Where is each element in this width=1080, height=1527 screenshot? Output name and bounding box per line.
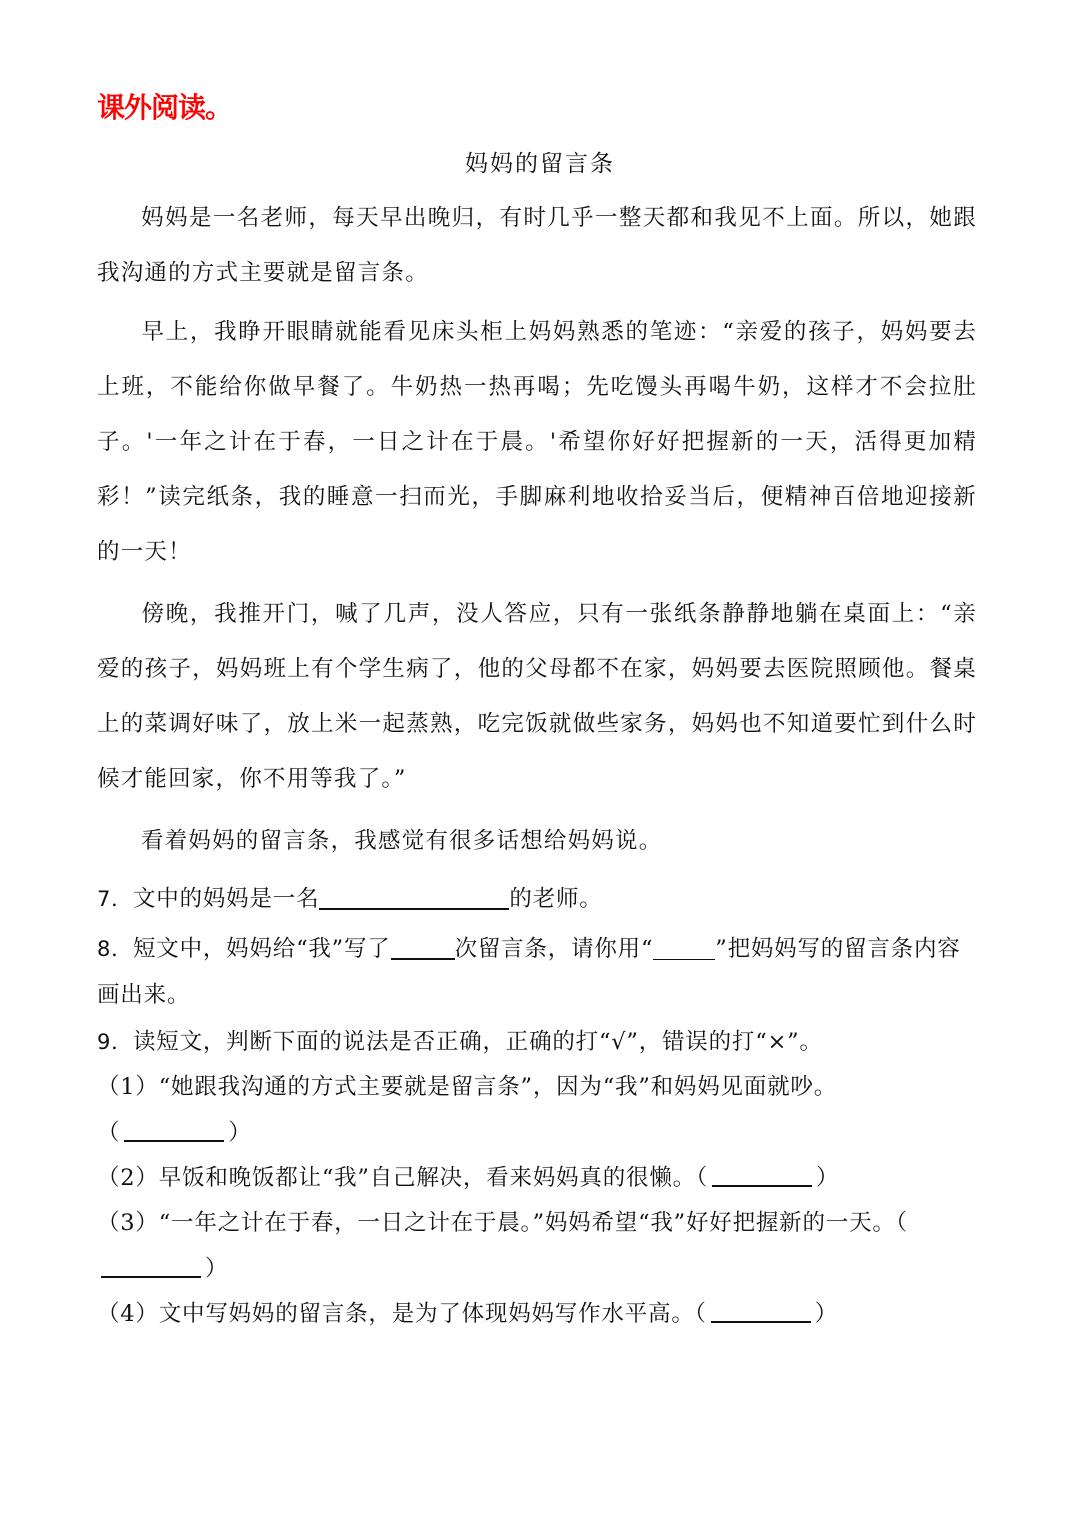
story-title: 妈妈的留言条 xyxy=(465,151,615,177)
question-text: 短文中，妈妈给“我”写了 xyxy=(132,936,391,962)
question-number: 9． xyxy=(97,1030,133,1054)
answer-blank[interactable] xyxy=(124,1116,224,1142)
paragraph-4 xyxy=(97,814,977,869)
question-text: 文中的妈妈是一名 xyxy=(132,886,320,912)
answer-blank[interactable] xyxy=(391,932,455,960)
paren: ） xyxy=(205,1256,229,1282)
paren: ） xyxy=(228,1120,252,1146)
answer-blank[interactable] xyxy=(712,1161,812,1187)
paragraph-text: 看着妈妈的留言条，我感觉有很多话想给妈妈说。 xyxy=(141,828,663,854)
question-number: 8． xyxy=(97,937,133,961)
sub-question-4 xyxy=(97,1291,982,1337)
paragraph-3 xyxy=(97,587,977,807)
sub-label: （4） xyxy=(97,1301,159,1327)
question-7 xyxy=(97,876,982,922)
sub-label: （2） xyxy=(97,1165,159,1191)
sub-label: （1） xyxy=(97,1074,159,1100)
paren: ） xyxy=(816,1165,840,1191)
sub-question-2 xyxy=(97,1155,982,1201)
sub-text: “她跟我沟通的方式主要就是留言条”，因为“我”和妈妈见面就吵。 xyxy=(158,1074,838,1100)
paren: ） xyxy=(814,1301,838,1327)
answer-blank[interactable] xyxy=(711,1297,811,1323)
sub-label: （3） xyxy=(97,1210,159,1236)
paragraph-text: 傍晚，我推开门，喊了几声，没人答应，只有一张纸条静静地躺在桌面上：“亲爱的孩子，妈妈班上有个学生病了，他的父母都不在家，妈妈要去医院照顾他。餐桌上的菜调好味了，放上米一起蒸熟，吃完饭就做些家务，妈妈也不知道要忙到什么时候才能回家，你不用等我了。” xyxy=(97,601,977,792)
sub-question-3 xyxy=(97,1200,982,1292)
question-text: 的老师。 xyxy=(509,886,603,912)
paren: （ xyxy=(694,1301,707,1327)
sub-text: “一年之计在于春，一日之计在于晨。”妈妈希望“我”好好把握新的一天。 xyxy=(158,1210,896,1236)
paragraph-2 xyxy=(97,305,977,580)
sub-text: 早饭和晚饭都让“我”自己解决，看来妈妈真的很懒。 xyxy=(158,1165,696,1191)
underline-sample xyxy=(653,933,715,960)
section-heading: 课外阅读。 xyxy=(97,91,233,124)
question-8 xyxy=(97,926,982,1018)
question-number: 7． xyxy=(97,887,133,911)
answer-blank[interactable] xyxy=(319,882,509,910)
paragraph-1 xyxy=(97,191,977,301)
paragraph-text: 早上，我睁开眼睛就能看见床头柜上妈妈熟悉的笔迹：“亲爱的孩子，妈妈要去上班，不能给你做早餐了。牛奶热一热再喝；先吃馒头再喝牛奶，这样才不会拉肚子。'一年之计在于春，一日之计在于晨。'希望你好好把握新的一天，活得更加精彩！”读完纸条，我的睡意一扫而光，手脚麻利地收拾妥当后，便精神百倍地迎接新的一天！ xyxy=(97,319,977,565)
paren: （ xyxy=(895,1210,908,1236)
question-text: 读短文，判断下面的说法是否正确，正确的打“√”，错误的打“×”。 xyxy=(132,1029,823,1055)
sub-text: 文中写妈妈的留言条，是为了体现妈妈写作水平高。 xyxy=(158,1301,695,1327)
paren: （ xyxy=(695,1165,708,1191)
question-text: 次留言条，请你用“ xyxy=(454,936,654,962)
question-9 xyxy=(97,1019,982,1065)
answer-blank[interactable] xyxy=(101,1252,201,1278)
paragraph-text: 妈妈是一名老师，每天早出晚归，有时几乎一整天都和我见不上面。所以，她跟我沟通的方式主要就是留言条。 xyxy=(97,205,977,286)
question-text: ”把妈妈写的留言条内容画出来。 xyxy=(97,936,961,1008)
sub-question-1 xyxy=(97,1064,982,1156)
paren: （ xyxy=(97,1120,121,1146)
